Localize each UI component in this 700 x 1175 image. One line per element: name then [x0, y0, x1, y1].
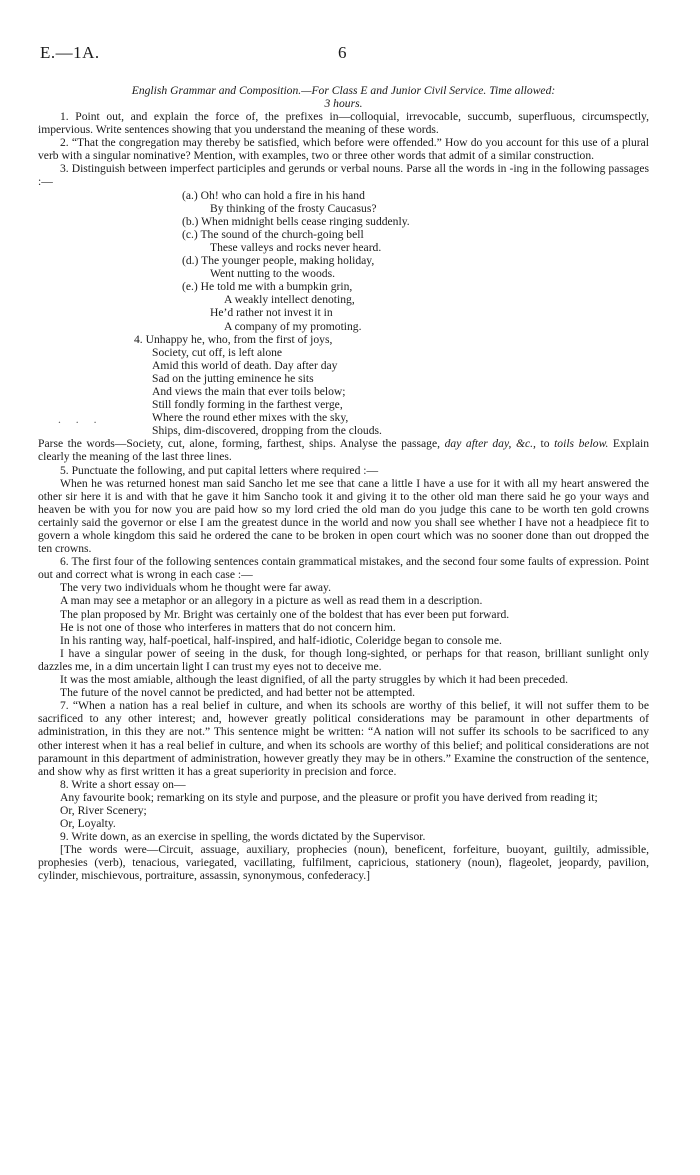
poem-line-6: Still fondly forming in the farthest verge, — [152, 398, 343, 412]
document-reference: E.—1A. — [40, 43, 100, 62]
question-3-passages — [38, 189, 649, 333]
passage-c-line-2: These valleys and rocks never heard. — [210, 240, 382, 254]
question-8: 8. Write a short essay on— — [60, 777, 186, 791]
question-8-option-1: Any favourite book; remarking on its style and purpose, and the pleasure or profit you have derived from reading it; — [60, 790, 598, 804]
q4-text-b: day after day, &c., — [444, 437, 536, 451]
question-3: 3. Distinguish between imperfect participles and gerunds or verbal nouns. Parse all the words in -ing in the following passages :— — [38, 162, 649, 189]
page-header — [38, 43, 649, 76]
poem-line-5: And views the main that ever toils below; — [152, 384, 346, 398]
passage-d-line-1: (d.) The younger people, making holiday, — [182, 254, 375, 268]
omission-dots: . . . — [58, 412, 103, 426]
question-9: 9. Write down, as an exercise in spelling, the words dictated by the Supervisor. — [60, 830, 426, 844]
question-6-sentence-7: It was the most amiable, although the least dignified, of all the party struggles by which it had been preceded. — [60, 673, 569, 687]
passage-d-line-2: Went nutting to the woods. — [210, 267, 335, 281]
passage-e-line-1: (e.) He told me with a bumpkin grin, — [182, 280, 353, 294]
q4-text-e: Explain clearly the meaning of the last three lines. — [38, 437, 649, 464]
question-7: 7. “When a nation has a real belief in culture, and when its schools are worthy of this belief, it will not suffer them to be sacrificed to any other interest; and, however greatly political considerations may be paramount in other departments of administration, in this they are not.” This sentence might be written: “A nation will not suffer its schools to be sacrificed to any other interest when it has a real belief in culture, and when its schools are worthy of this belief; and political considerations are not paramount in this department of administration, however greatly they may be in others.” Examine the construction of the sentence, and show why as first written it has a great superiority in precision and force. — [38, 699, 649, 778]
q4-text-a: Parse the words—Society, cut, alone, forming, farthest, ships. Analyse the passage, — [38, 437, 445, 451]
question-2: 2. “That the congregation may thereby be satisfied, which before were offended.” How do you account for this use of a plural verb with a singular nominative? Mention, with examples, two or three other words that admit of a similar construction. — [38, 136, 649, 163]
question-6-sentence-6: I have a singular power of seeing in the dusk, for though long-sighted, or perhaps for that reason, brilliant sunlight only dazzles me, in a dim uncertain light I can trust my eyes not to deceive me. — [38, 646, 649, 673]
question-6-sentence-2: A man may see a metaphor or an allegory in a picture as well as read them in a description. — [60, 594, 483, 608]
question-8-option-2: Or, River Scenery; — [60, 803, 147, 817]
question-6-sentence-1: The very two individuals whom he thought were far away. — [60, 581, 331, 595]
question-6-sentence-3: The plan proposed by Mr. Bright was certainly one of the boldest that has ever been put forward. — [60, 607, 510, 621]
q4-text-c: to — [535, 437, 555, 451]
question-4-poem — [38, 333, 649, 438]
question-5: 5. Punctuate the following, and put capital letters where required :— — [60, 463, 379, 477]
exam-title-line-2: 3 hours. — [324, 97, 363, 110]
question-6-sentence-5: In his ranting way, half-poetical, half-inspired, and half-idiotic, Coleridge began to console me. — [60, 633, 502, 647]
question-6-sentence-8: The future of the novel cannot be predicted, and had better not be attempted. — [60, 686, 416, 700]
poem-line-4: Sad on the jutting eminence he sits — [152, 371, 314, 385]
question-9-word-list: [The words were—Circuit, assuage, auxiliary, prophecies (noun), beneficent, forfeiture, buoyant, guiltily, admissible, prophesies (verb), tenacious, variegated, vacillating, fulfilment, capricious, stationery (noun), flageolet, jeopardy, pavilion, cylinder, mischievous, portraiture, assassin, synonymous, confederacy.] — [38, 843, 649, 883]
passage-e-line-4: A company of my promoting. — [224, 319, 362, 333]
exam-title — [38, 84, 649, 110]
passage-e-line-2: A weakly intellect denoting, — [224, 293, 355, 307]
page-number: 6 — [338, 43, 347, 62]
question-4-instructions — [38, 437, 649, 463]
question-5-passage: When he was returned honest man said Sancho let me see that cane a little I have a use for it with all my heart answered the other sir here it is and with that he gave it him Sancho took it and giving it to the other old man there said he go your ways and heaven be with you for now you are paid how so my lord cried the old man do you judge this cane to be worth ten gold crowns certainly said the governor or else I am the greatest dunce in the world and now you shall see whether I have not a headpiece fit to govern a whole kingdom this said he ordered the cane to be broken in open court which was no sooner done than out dropped the ten crowns. — [38, 476, 649, 556]
question-6-sentence-4: He is not one of those who interferes in matters that do not concern him. — [60, 620, 396, 634]
exam-page — [38, 43, 649, 883]
exam-title-line-1: English Grammar and Composition.—For Class E and Junior Civil Service. Time allowed: — [131, 84, 556, 97]
question-8-option-3: Or, Loyalty. — [60, 817, 116, 831]
passage-e-line-3: He’d rather not invest it in — [210, 306, 333, 320]
poem-line-1: 4. Unhappy he, who, from the first of joys, — [134, 332, 333, 346]
passage-c-line-1: (c.) The sound of the church-going bell — [182, 227, 364, 241]
passage-b-line-1: (b.) When midnight bells cease ringing suddenly. — [182, 214, 410, 228]
poem-line-7: Where the round ether mixes with the sky, — [152, 411, 349, 425]
passage-a-line-2: By thinking of the frosty Caucasus? — [210, 201, 377, 215]
poem-line-2: Society, cut off, is left alone — [152, 345, 283, 359]
question-1: 1. Point out, and explain the force of, the prefixes in—colloquial, irrevocable, succumb, superfluous, circumspectly, impervious. Write sentences showing that you understand the meaning of these words. — [38, 110, 649, 137]
poem-line-8: Ships, dim-discovered, dropping from the clouds. — [152, 424, 382, 438]
poem-line-3: Amid this world of death. Day after day — [152, 358, 338, 372]
question-6: 6. The first four of the following sentences contain grammatical mistakes, and the second four some faults of expression. Point out and correct what is wrong in each case :— — [38, 555, 649, 582]
passage-a-line-1: (a.) Oh! who can hold a fire in his hand — [182, 188, 365, 202]
q4-text-d: toils below. — [554, 437, 609, 451]
